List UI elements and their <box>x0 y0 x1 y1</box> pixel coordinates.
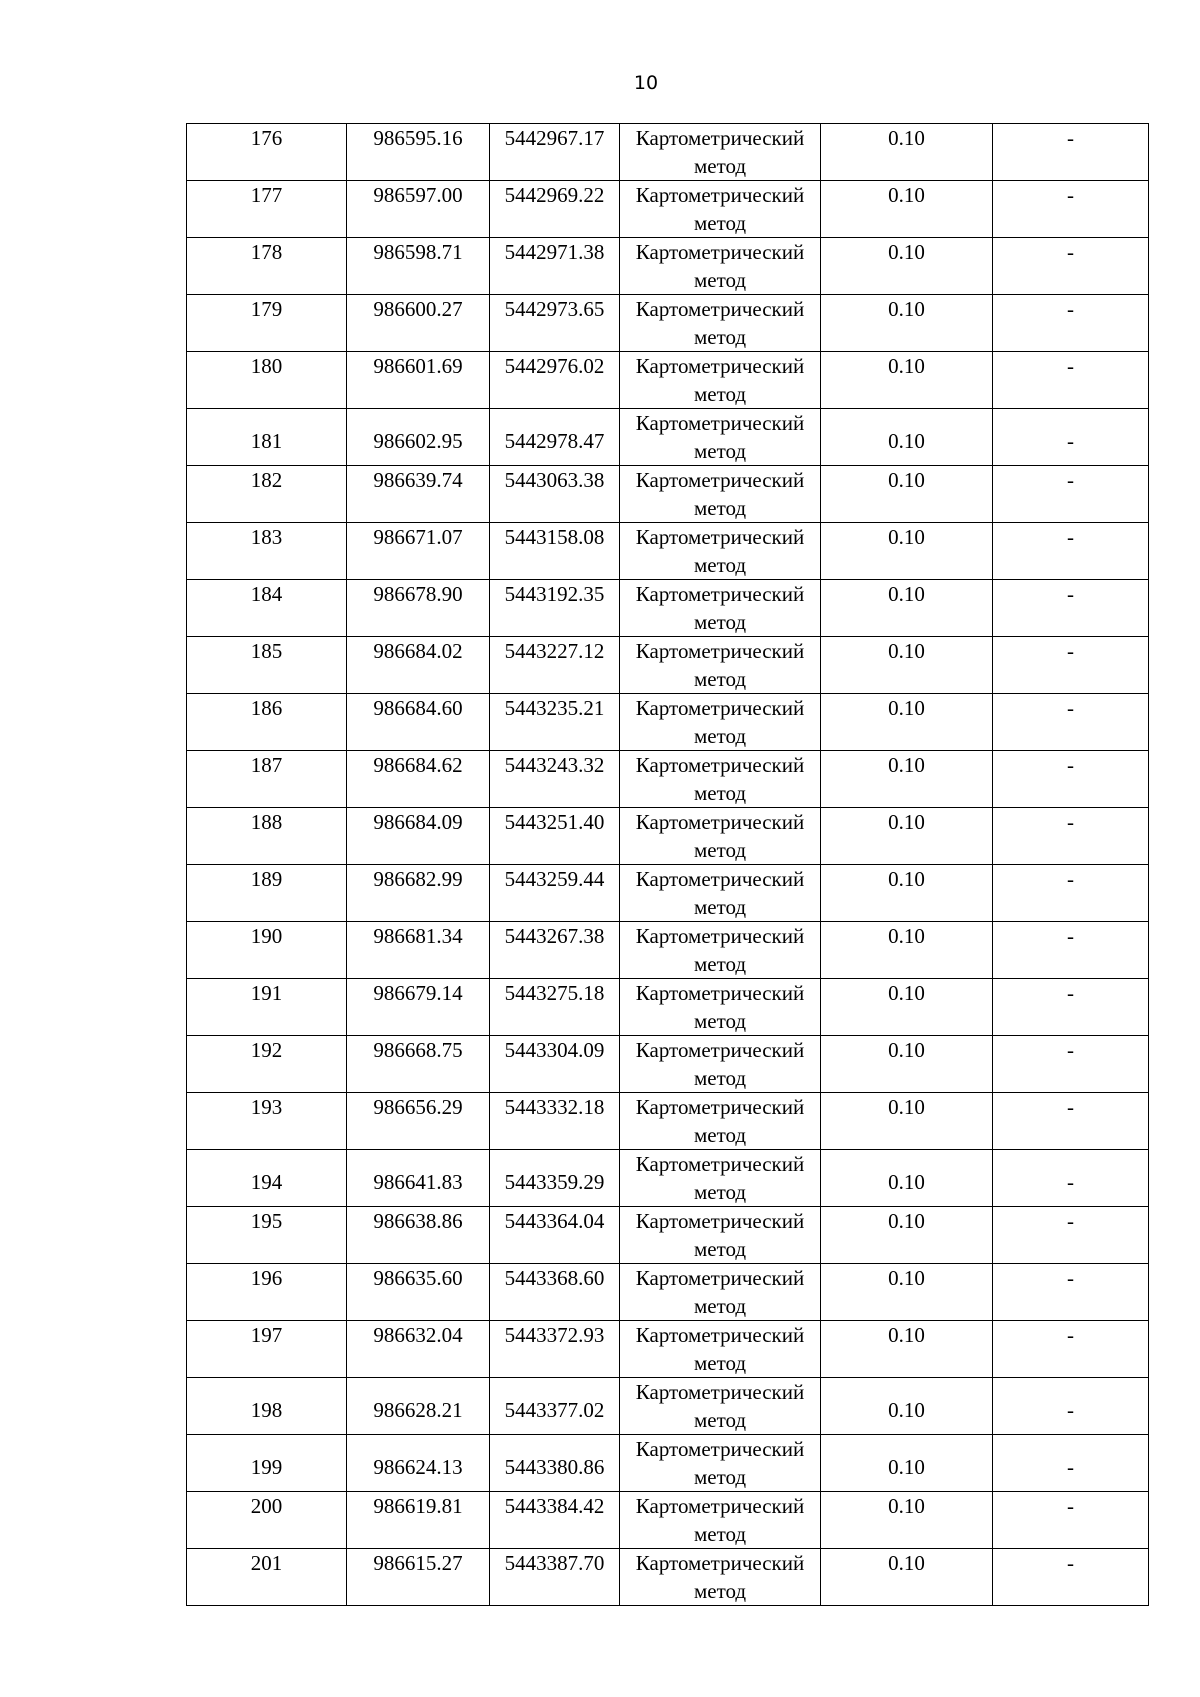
method-cell: Картометрический метод <box>620 865 821 922</box>
note-cell: - <box>993 1207 1149 1264</box>
point-number-cell: 192 <box>187 1036 347 1093</box>
note-cell: - <box>993 295 1149 352</box>
accuracy-cell: 0.10 <box>821 352 993 409</box>
point-number-cell: 186 <box>187 694 347 751</box>
note-cell: - <box>993 808 1149 865</box>
method-cell: Картометрический метод <box>620 1435 821 1492</box>
method-cell: Картометрический метод <box>620 979 821 1036</box>
y-coordinate-cell: 5442967.17 <box>490 124 620 181</box>
y-coordinate-cell: 5443235.21 <box>490 694 620 751</box>
x-coordinate-cell: 986628.21 <box>347 1378 490 1435</box>
y-coordinate-cell: 5442969.22 <box>490 181 620 238</box>
point-number-cell: 195 <box>187 1207 347 1264</box>
method-cell: Картометрический метод <box>620 409 821 466</box>
method-cell: Картометрический метод <box>620 238 821 295</box>
point-number-cell: 199 <box>187 1435 347 1492</box>
note-cell: - <box>993 751 1149 808</box>
x-coordinate-cell: 986624.13 <box>347 1435 490 1492</box>
accuracy-cell: 0.10 <box>821 1093 993 1150</box>
y-coordinate-cell: 5442973.65 <box>490 295 620 352</box>
accuracy-cell: 0.10 <box>821 1435 993 1492</box>
table-row <box>187 1093 1149 1150</box>
note-cell: - <box>993 979 1149 1036</box>
table-row <box>187 694 1149 751</box>
note-cell: - <box>993 1321 1149 1378</box>
x-coordinate-cell: 986638.86 <box>347 1207 490 1264</box>
y-coordinate-cell: 5443192.35 <box>490 580 620 637</box>
method-cell: Картометрический метод <box>620 181 821 238</box>
accuracy-cell: 0.10 <box>821 295 993 352</box>
point-number-cell: 177 <box>187 181 347 238</box>
table-row <box>187 1378 1149 1435</box>
note-cell: - <box>993 1264 1149 1321</box>
method-cell: Картометрический метод <box>620 1093 821 1150</box>
point-number-cell: 183 <box>187 523 347 580</box>
y-coordinate-cell: 5442976.02 <box>490 352 620 409</box>
accuracy-cell: 0.10 <box>821 238 993 295</box>
x-coordinate-cell: 986600.27 <box>347 295 490 352</box>
y-coordinate-cell: 5443359.29 <box>490 1150 620 1207</box>
y-coordinate-cell: 5443304.09 <box>490 1036 620 1093</box>
table-row <box>187 865 1149 922</box>
point-number-cell: 179 <box>187 295 347 352</box>
point-number-cell: 176 <box>187 124 347 181</box>
point-number-cell: 196 <box>187 1264 347 1321</box>
accuracy-cell: 0.10 <box>821 694 993 751</box>
y-coordinate-cell: 5443368.60 <box>490 1264 620 1321</box>
method-cell: Картометрический метод <box>620 751 821 808</box>
accuracy-cell: 0.10 <box>821 979 993 1036</box>
point-number-cell: 190 <box>187 922 347 979</box>
y-coordinate-cell: 5442971.38 <box>490 238 620 295</box>
x-coordinate-cell: 986598.71 <box>347 238 490 295</box>
point-number-cell: 182 <box>187 466 347 523</box>
accuracy-cell: 0.10 <box>821 1264 993 1321</box>
accuracy-cell: 0.10 <box>821 1150 993 1207</box>
y-coordinate-cell: 5443372.93 <box>490 1321 620 1378</box>
point-number-cell: 200 <box>187 1492 347 1549</box>
note-cell: - <box>993 181 1149 238</box>
y-coordinate-cell: 5443377.02 <box>490 1378 620 1435</box>
note-cell: - <box>993 1492 1149 1549</box>
table-row <box>187 637 1149 694</box>
accuracy-cell: 0.10 <box>821 409 993 466</box>
note-cell: - <box>993 124 1149 181</box>
accuracy-cell: 0.10 <box>821 1207 993 1264</box>
table-row <box>187 523 1149 580</box>
method-cell: Картометрический метод <box>620 523 821 580</box>
table-row <box>187 295 1149 352</box>
table-row <box>187 352 1149 409</box>
y-coordinate-cell: 5442978.47 <box>490 409 620 466</box>
point-number-cell: 201 <box>187 1549 347 1606</box>
y-coordinate-cell: 5443384.42 <box>490 1492 620 1549</box>
method-cell: Картометрический метод <box>620 1036 821 1093</box>
note-cell: - <box>993 466 1149 523</box>
y-coordinate-cell: 5443387.70 <box>490 1549 620 1606</box>
accuracy-cell: 0.10 <box>821 1378 993 1435</box>
point-number-cell: 184 <box>187 580 347 637</box>
x-coordinate-cell: 986684.60 <box>347 694 490 751</box>
table-row <box>187 1207 1149 1264</box>
point-number-cell: 185 <box>187 637 347 694</box>
table-row <box>187 1549 1149 1606</box>
point-number-cell: 189 <box>187 865 347 922</box>
table-row <box>187 1264 1149 1321</box>
accuracy-cell: 0.10 <box>821 751 993 808</box>
method-cell: Картометрический метод <box>620 1150 821 1207</box>
x-coordinate-cell: 986668.75 <box>347 1036 490 1093</box>
table-row <box>187 751 1149 808</box>
point-number-cell: 197 <box>187 1321 347 1378</box>
note-cell: - <box>993 865 1149 922</box>
x-coordinate-cell: 986615.27 <box>347 1549 490 1606</box>
table-row <box>187 124 1149 181</box>
x-coordinate-cell: 986684.09 <box>347 808 490 865</box>
x-coordinate-cell: 986684.62 <box>347 751 490 808</box>
note-cell: - <box>993 637 1149 694</box>
y-coordinate-cell: 5443227.12 <box>490 637 620 694</box>
accuracy-cell: 0.10 <box>821 865 993 922</box>
point-number-cell: 180 <box>187 352 347 409</box>
method-cell: Картометрический метод <box>620 1321 821 1378</box>
method-cell: Картометрический метод <box>620 694 821 751</box>
page-number: 10 <box>633 72 659 94</box>
y-coordinate-cell: 5443063.38 <box>490 466 620 523</box>
x-coordinate-cell: 986681.34 <box>347 922 490 979</box>
table-row <box>187 1150 1149 1207</box>
accuracy-cell: 0.10 <box>821 1036 993 1093</box>
x-coordinate-cell: 986595.16 <box>347 124 490 181</box>
note-cell: - <box>993 1378 1149 1435</box>
x-coordinate-cell: 986684.02 <box>347 637 490 694</box>
note-cell: - <box>993 409 1149 466</box>
method-cell: Картометрический метод <box>620 922 821 979</box>
x-coordinate-cell: 986619.81 <box>347 1492 490 1549</box>
method-cell: Картометрический метод <box>620 1378 821 1435</box>
table-body <box>187 124 1149 1606</box>
y-coordinate-cell: 5443267.38 <box>490 922 620 979</box>
x-coordinate-cell: 986656.29 <box>347 1093 490 1150</box>
table-row <box>187 1492 1149 1549</box>
accuracy-cell: 0.10 <box>821 1549 993 1606</box>
note-cell: - <box>993 352 1149 409</box>
y-coordinate-cell: 5443275.18 <box>490 979 620 1036</box>
point-number-cell: 188 <box>187 808 347 865</box>
table-row <box>187 922 1149 979</box>
note-cell: - <box>993 523 1149 580</box>
accuracy-cell: 0.10 <box>821 1492 993 1549</box>
accuracy-cell: 0.10 <box>821 124 993 181</box>
table-row <box>187 1321 1149 1378</box>
note-cell: - <box>993 922 1149 979</box>
point-number-cell: 193 <box>187 1093 347 1150</box>
x-coordinate-cell: 986601.69 <box>347 352 490 409</box>
note-cell: - <box>993 1093 1149 1150</box>
method-cell: Картометрический метод <box>620 808 821 865</box>
note-cell: - <box>993 1549 1149 1606</box>
note-cell: - <box>993 238 1149 295</box>
y-coordinate-cell: 5443332.18 <box>490 1093 620 1150</box>
table-row <box>187 808 1149 865</box>
point-number-cell: 181 <box>187 409 347 466</box>
x-coordinate-cell: 986597.00 <box>347 181 490 238</box>
note-cell: - <box>993 1036 1149 1093</box>
table-row <box>187 580 1149 637</box>
note-cell: - <box>993 580 1149 637</box>
accuracy-cell: 0.10 <box>821 466 993 523</box>
point-number-cell: 198 <box>187 1378 347 1435</box>
table-row <box>187 1435 1149 1492</box>
table-row <box>187 466 1149 523</box>
note-cell: - <box>993 1150 1149 1207</box>
x-coordinate-cell: 986682.99 <box>347 865 490 922</box>
accuracy-cell: 0.10 <box>821 808 993 865</box>
method-cell: Картометрический метод <box>620 1264 821 1321</box>
accuracy-cell: 0.10 <box>821 637 993 694</box>
x-coordinate-cell: 986678.90 <box>347 580 490 637</box>
y-coordinate-cell: 5443158.08 <box>490 523 620 580</box>
accuracy-cell: 0.10 <box>821 580 993 637</box>
x-coordinate-cell: 986641.83 <box>347 1150 490 1207</box>
y-coordinate-cell: 5443243.32 <box>490 751 620 808</box>
note-cell: - <box>993 694 1149 751</box>
table-row <box>187 181 1149 238</box>
method-cell: Картометрический метод <box>620 352 821 409</box>
x-coordinate-cell: 986671.07 <box>347 523 490 580</box>
x-coordinate-cell: 986632.04 <box>347 1321 490 1378</box>
y-coordinate-cell: 5443364.04 <box>490 1207 620 1264</box>
point-number-cell: 194 <box>187 1150 347 1207</box>
table-row <box>187 409 1149 466</box>
x-coordinate-cell: 986635.60 <box>347 1264 490 1321</box>
accuracy-cell: 0.10 <box>821 523 993 580</box>
method-cell: Картометрический метод <box>620 466 821 523</box>
accuracy-cell: 0.10 <box>821 922 993 979</box>
point-number-cell: 187 <box>187 751 347 808</box>
x-coordinate-cell: 986679.14 <box>347 979 490 1036</box>
method-cell: Картометрический метод <box>620 1207 821 1264</box>
y-coordinate-cell: 5443251.40 <box>490 808 620 865</box>
x-coordinate-cell: 986602.95 <box>347 409 490 466</box>
method-cell: Картометрический метод <box>620 1549 821 1606</box>
table-row <box>187 979 1149 1036</box>
method-cell: Картометрический метод <box>620 580 821 637</box>
x-coordinate-cell: 986639.74 <box>347 466 490 523</box>
method-cell: Картометрический метод <box>620 637 821 694</box>
method-cell: Картометрический метод <box>620 1492 821 1549</box>
accuracy-cell: 0.10 <box>821 1321 993 1378</box>
table-row <box>187 238 1149 295</box>
table-row <box>187 1036 1149 1093</box>
accuracy-cell: 0.10 <box>821 181 993 238</box>
y-coordinate-cell: 5443380.86 <box>490 1435 620 1492</box>
y-coordinate-cell: 5443259.44 <box>490 865 620 922</box>
coordinates-table <box>186 123 1149 1606</box>
point-number-cell: 191 <box>187 979 347 1036</box>
method-cell: Картометрический метод <box>620 124 821 181</box>
method-cell: Картометрический метод <box>620 295 821 352</box>
point-number-cell: 178 <box>187 238 347 295</box>
note-cell: - <box>993 1435 1149 1492</box>
